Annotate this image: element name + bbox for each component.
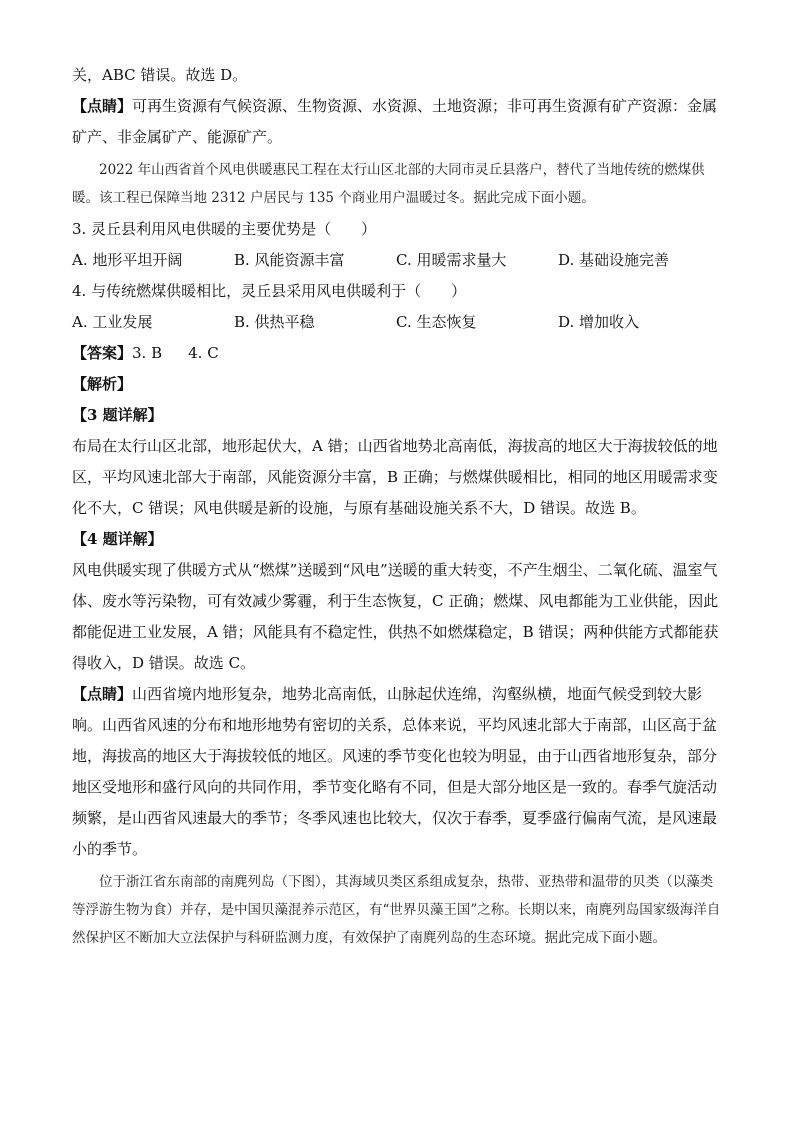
tip-text: 可再生资源有气候资源、生物资源、水资源、土地资源；非可再生资源有矿产资源：金属矿产、非金属矿产、能源矿产。 [72,97,718,146]
option-d: D. 基础设施完善 [558,251,670,269]
question-4-options [72,307,722,338]
option-c: C. 生态恢复 [396,313,477,331]
option-d: D. 增加收入 [558,313,640,331]
material-paragraph-2: 位于浙江省东南部的南麂列岛（下图），其海域贝类区系组成复杂，热带、亚热带和温带的贝类（以藻类等浮游生物为食）并存，是中国贝藻混养示范区，有“世界贝藻王国”之称。长期以来，南麂列岛国家级海洋自然保护区不断加大立法保护与科研监测力度，有效保护了南麂列岛的生态环境。据此完成下面小题。 [72,874,721,946]
tip-label: 【点睛】 [72,685,133,703]
option-a: A. 地形平坦开阔 [72,251,183,269]
option-a: A. 工业发展 [72,313,153,331]
answer-label: 【答案】 [72,344,133,362]
tip-paragraph-1 [72,91,722,153]
answer-line [72,338,722,369]
tip-text: 山西省境内地形复杂，地势北高南低，山脉起伏连绵，沟壑纵横，地面气候受到较大影响。山西省风速的分布和地形地势有密切的关系，总体来说，平均风速北部大于南部，山区高于盆地，海拔高的地区大于海拔较低的地区。风速的季节变化也较为明显，由于山西省地形复杂，部分地区受地形和盛行风向的共同作用，季节变化略有不同，但是大部分地区是一致的。春季气旋活动频繁，是山西省风速最大的季节；冬季风速也比较大，仅次于春季，夏季盛行偏南气流，是风速最小的季节。 [72,685,718,858]
tip-paragraph-2 [72,679,722,865]
material-paragraph-1: 2022 年山西省首个风电供暖惠民工程在太行山区北部的大同市灵丘县落户，替代了当地传统的燃煤供暖。该工程已保障当地 2312 户居民与 135 个商业用户温暖过冬。据此完成下面小题。 [72,162,705,206]
prev-answer-ending: 关，ABC 错误。故选 D。 [72,66,248,84]
option-b: B. 风能资源丰富 [234,251,345,269]
tip-label: 【点睛】 [72,97,133,115]
detail-4-text: 风电供暖实现了供暖方式从“燃煤”送暖到“风电”送暖的重大转变，不产生烟尘、二氧化硫、温室气体、废水等污染物，可有效减少雾霾，利于生态恢复，C 正确；燃煤、风电都能为工业供能，因此都能促进工业发展，A 错；风能具有不稳定性，供热不如燃煤稳定，B 错误；两种供能方式都能获得收入，D 错误。故选 C。 [72,561,719,672]
question-3-options [72,245,722,276]
detail-3-text: 布局在太行山区北部，地形起伏大，A 错；山西省地势北高南低，海拔高的地区大于海拔较低的地区，平均风速北部大于南部，风能资源分丰富，B 正确；与燃煤供暖相比，相同的地区用暖需求变化不大，C 错误；风电供暖是新的设施，与原有基础设施关系不大，D 错误。故选 B。 [72,437,718,517]
detail-4-heading: 【4 题详解】 [72,530,163,548]
answer-3: 3. B [132,344,163,362]
option-c: C. 用暖需求量大 [396,251,507,269]
detail-3-heading: 【3 题详解】 [72,406,163,424]
question-4: 4. 与传统燃煤供暖相比，灵丘县采用风电供暖利于（ ） [72,282,467,300]
option-b: B. 供热平稳 [234,313,315,331]
question-3: 3. 灵丘县利用风电供暖的主要优势是（ ） [72,220,377,238]
answer-4: 4. C [188,344,219,362]
analysis-heading: 【解析】 [72,375,133,393]
